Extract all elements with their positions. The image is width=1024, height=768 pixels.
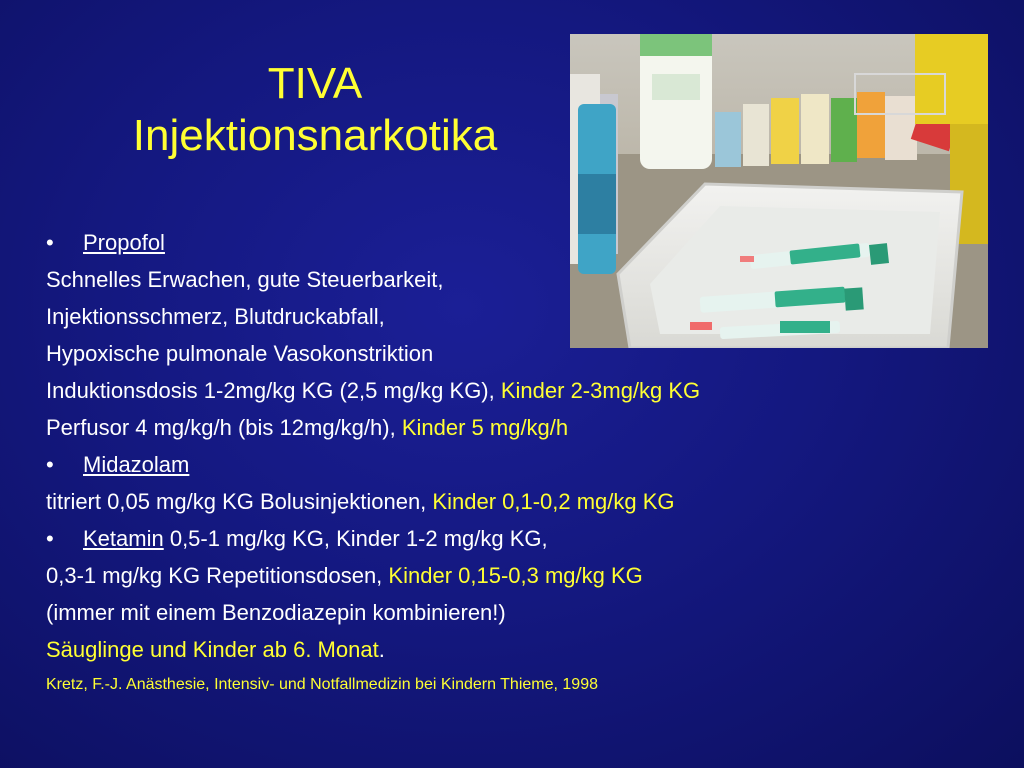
ketamin-heading: Ketamin [83, 526, 164, 551]
slide-content [46, 224, 1006, 696]
bullet-propofol [46, 224, 1006, 261]
reference-citation: Kretz, F.-J. Anästhesie, Intensiv- und Notfallmedizin bei Kindern Thieme, 1998 [46, 676, 598, 693]
propofol-line-1: Schnelles Erwachen, gute Steuerbarkeit, [46, 267, 444, 292]
slide-title-line2: Injektionsnarkotika [132, 111, 498, 160]
midazolam-line-1 [46, 483, 1006, 520]
midazolam-dose: titriert 0,05 mg/kg KG Bolusinjektionen, [46, 489, 433, 514]
propofol-induction-dose: Induktionsdosis 1-2mg/kg KG (2,5 mg/kg KG), [46, 378, 501, 403]
bullet-midazolam [46, 446, 1006, 483]
ketamin-age-period: . [378, 637, 385, 662]
ketamin-line-3 [46, 631, 1006, 668]
bullet-ketamin [46, 520, 1006, 557]
ketamin-line-1 [46, 557, 1006, 594]
propofol-line-2: Injektionsschmerz, Blutdruckabfall, [46, 304, 385, 329]
slide-title-line1: TIVA [267, 59, 363, 108]
propofol-line-4 [46, 372, 1006, 409]
propofol-line-3: Hypoxische pulmonale Vasokonstriktion [46, 341, 434, 366]
midazolam-heading: Midazolam [83, 452, 190, 477]
propofol-perfusor-dose: Perfusor 4 mg/kg/h (bis 12mg/kg/h), [46, 415, 402, 440]
ketamin-line-2: (immer mit einem Benzodiazepin kombinieren!) [46, 600, 506, 625]
ketamin-children-dose: Kinder 0,15-0,3 mg/kg KG [388, 563, 643, 588]
ketamin-repetition-dose: 0,3-1 mg/kg KG Repetitionsdosen, [46, 563, 389, 588]
ketamin-dose: 0,5-1 mg/kg KG, Kinder 1-2 mg/kg KG, [163, 526, 548, 551]
propofol-children-dose: Kinder 2-3mg/kg KG [500, 378, 701, 403]
ketamin-age-note: Säuglinge und Kinder ab 6. Monat [46, 637, 379, 662]
propofol-line-5 [46, 409, 1006, 446]
propofol-children-perfusor: Kinder 5 mg/kg/h [401, 415, 569, 440]
propofol-heading: Propofol [83, 230, 165, 255]
slide-title [0, 58, 630, 162]
midazolam-children-dose: Kinder 0,1-0,2 mg/kg KG [432, 489, 675, 514]
